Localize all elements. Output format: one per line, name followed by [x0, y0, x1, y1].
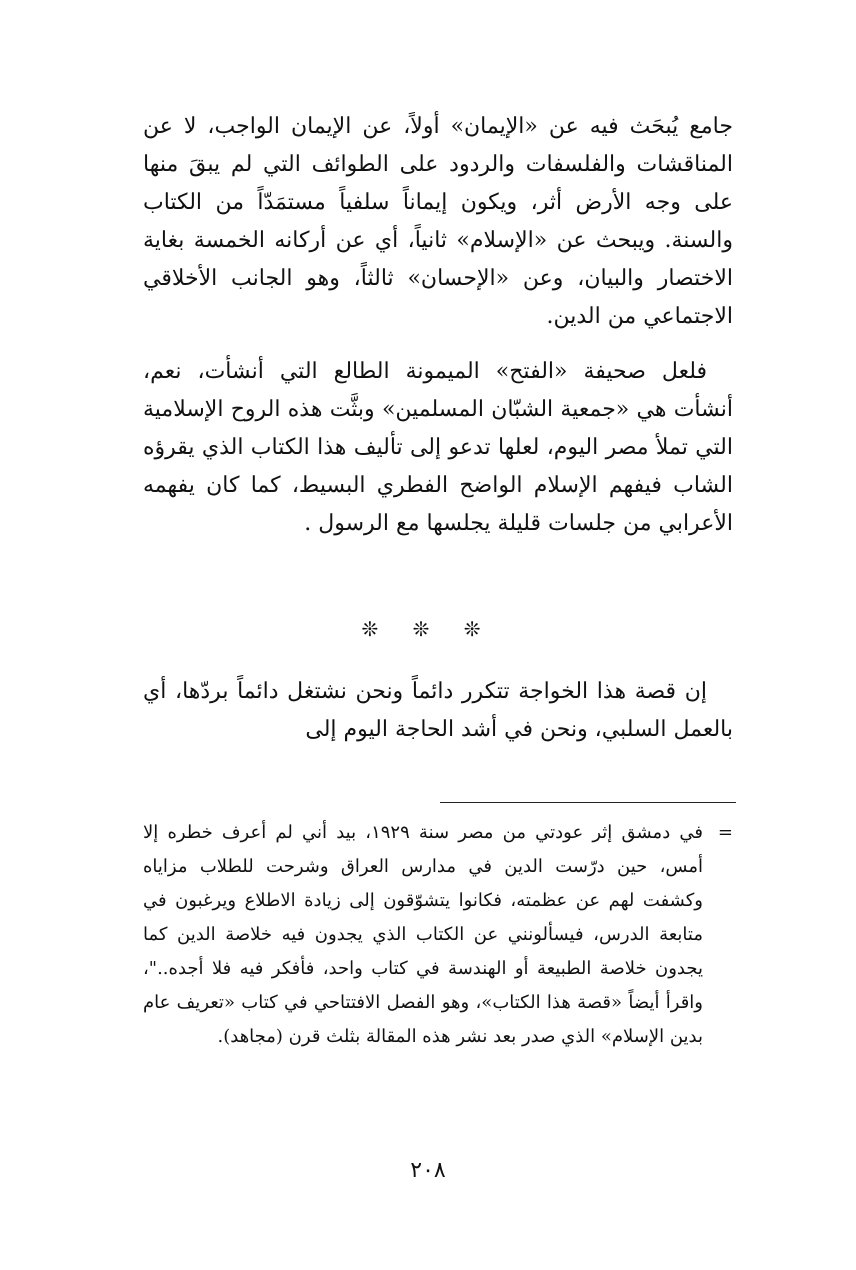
- paragraph: فلعل صحيفة «الفتح» الميمونة الطالع التي أنشأت، نعم، أنشأت هي «جمعية الشبّان المسلمين» وبثَّت هذه الروح الإسلامية التي تملأ مصر اليوم، لعلها تدعو إلى تأليف هذا الكتاب الذي يقرؤه الشاب فيفهم الإسلام الواضح الفطري البسيط، كما كان يفهمه الأعرابي من جلسات قليلة يجلسها مع الرسول .: [143, 359, 733, 536]
- paragraph: إن قصة هذا الخواجة تتكرر دائماً ونحن نشتغل دائماً بردّها، أي بالعمل السلبي، ونحن في أشد الحاجة اليوم إلى: [143, 679, 733, 742]
- footnote-text: في دمشق إثر عودتي من مصر سنة ١٩٢٩، بيد أني لم أعرف خطره إلا أمس، حين درّست الدين في مدارس العراق وشرحت للطلاب مزاياه وكشفت لهم عن عظمته، فكانوا يتشوّقون إلى زيادة الاطلاع ويرغبون في متابعة الدرس، فيسألونني عن الكتاب الذي يجدون فيه خلاصة الدين كما يجدون خلاصة الطبيعة أو الهندسة في كتاب واحد، فأفكر فيه فلا أجده.."، واقرأ أيضاً «قصة هذا الكتاب»، وهو الفصل الافتتاحي في كتاب «تعريف عام بدين الإسلام» الذي صدر بعد نشر هذه المقالة بثلث قرن (مجاهد).: [143, 822, 703, 1047]
- footnote-divider: [440, 802, 736, 803]
- main-body-text: [143, 108, 733, 543]
- page-number: ٢٠٨: [410, 1158, 446, 1183]
- paragraph: جامع يُبحَث فيه عن «الإيمان» أولاً، عن الإيمان الواجب، لا عن المناقشات والفلسفات والردود على الطوائف التي لم يبقَ منها على وجه الأرض أثر، ويكون إيماناً سلفياً مستمَدّاً من الكتاب والسنة. ويبحث عن «الإسلام» ثانياً، أي عن أركانه الخمسة بغاية الاختصار والبيان، وعن «الإحسان» ثالثاً، وهو الجانب الأخلاقي الاجتماعي من الدين.: [143, 114, 733, 329]
- footnote-marker: =: [717, 822, 733, 843]
- section-separator: ❊ ❊ ❊: [361, 617, 495, 641]
- footnote: [143, 816, 733, 1054]
- continuation-text: [143, 673, 733, 749]
